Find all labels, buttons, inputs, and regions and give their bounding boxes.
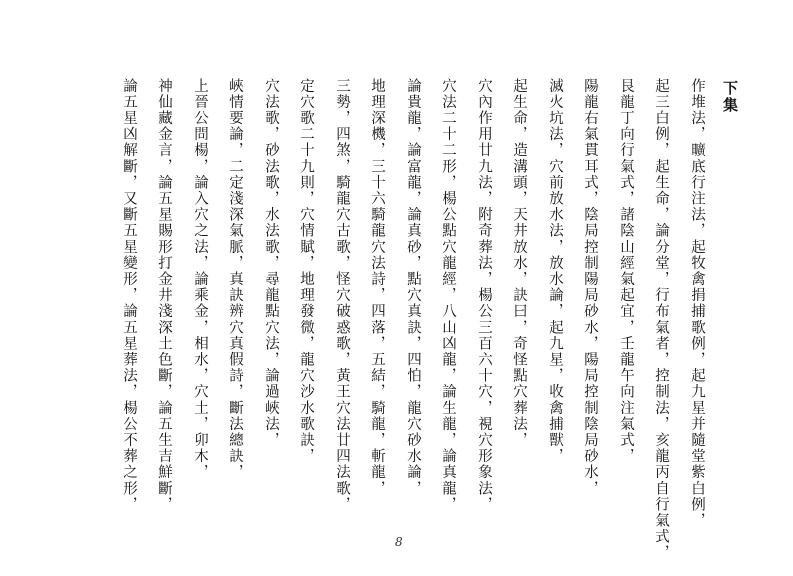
toc-line-9: 論貴龍，論富龍，論真砂，點穴真訣，四怕，龍穴砂水論， (405, 78, 421, 497)
toc-line-17: 論五星凶解斷，又斷五星變形，論五星葬法，楊公不葬之形， (121, 78, 137, 513)
toc-line-4: 陽龍右氣貫耳式，陰局控制陽局砂水，陽局控制陰局砂水， (582, 78, 598, 497)
section-heading: 下集 (721, 80, 739, 114)
toc-line-2: 起三白例，起生命，論分堂，行布氣者，控制法，亥龍丙自行氣式， (653, 78, 669, 561)
toc-line-13: 穴法歌，砂法歌，水法歌，尋龍點穴法，論過峽法， (263, 78, 279, 449)
toc-line-1: 作堆法，曠底行注法，起牧禽捐捕歌例，起九星并隨堂紫白例， (689, 78, 705, 529)
toc-line-3: 艮龍丁向行氣式，諸陰山經氣起宜，壬龍午向注氣式， (618, 78, 634, 465)
toc-line-11: 三勢，四煞，騎龍穴古歌，怪穴破惑歌，黃王穴法廿四法歌， (334, 78, 350, 513)
page-number: 8 (395, 535, 403, 549)
toc-line-10: 地理深機，三十六騎龍穴法詩，四落，五結，騎龍，斬龍， (369, 78, 385, 497)
toc-line-8: 穴法二十二形，楊公點穴龍經，八山凶龍，論生龍，論真龍， (440, 78, 456, 513)
toc-line-14: 峽情要論，二定淺深氣脈，真訣辨穴真假詩，斷法總訣， (227, 78, 243, 481)
toc-line-7: 穴內作用廿九法，附奇葬法，楊公三百六十穴，視穴形象法， (476, 78, 492, 513)
toc-line-16: 神仙藏金言，論五星賜形打金井淺深土色斷，論五生吉鮮斷， (156, 78, 172, 513)
toc-line-12: 定穴歌二十九則，穴情賦，地理發微，龍穴沙水歌訣， (298, 78, 314, 465)
toc-line-15: 上晉公問楊，論入穴之法，論乘金，相水，穴土，卯木， (192, 78, 208, 481)
toc-line-5: 滅火坑法，穴前放水法，放水論，起九星，收禽捕獸， (547, 78, 563, 465)
toc-line-6: 起生命，造溝頭，天井放水，訣曰，奇怪點穴葬法， (511, 78, 527, 449)
